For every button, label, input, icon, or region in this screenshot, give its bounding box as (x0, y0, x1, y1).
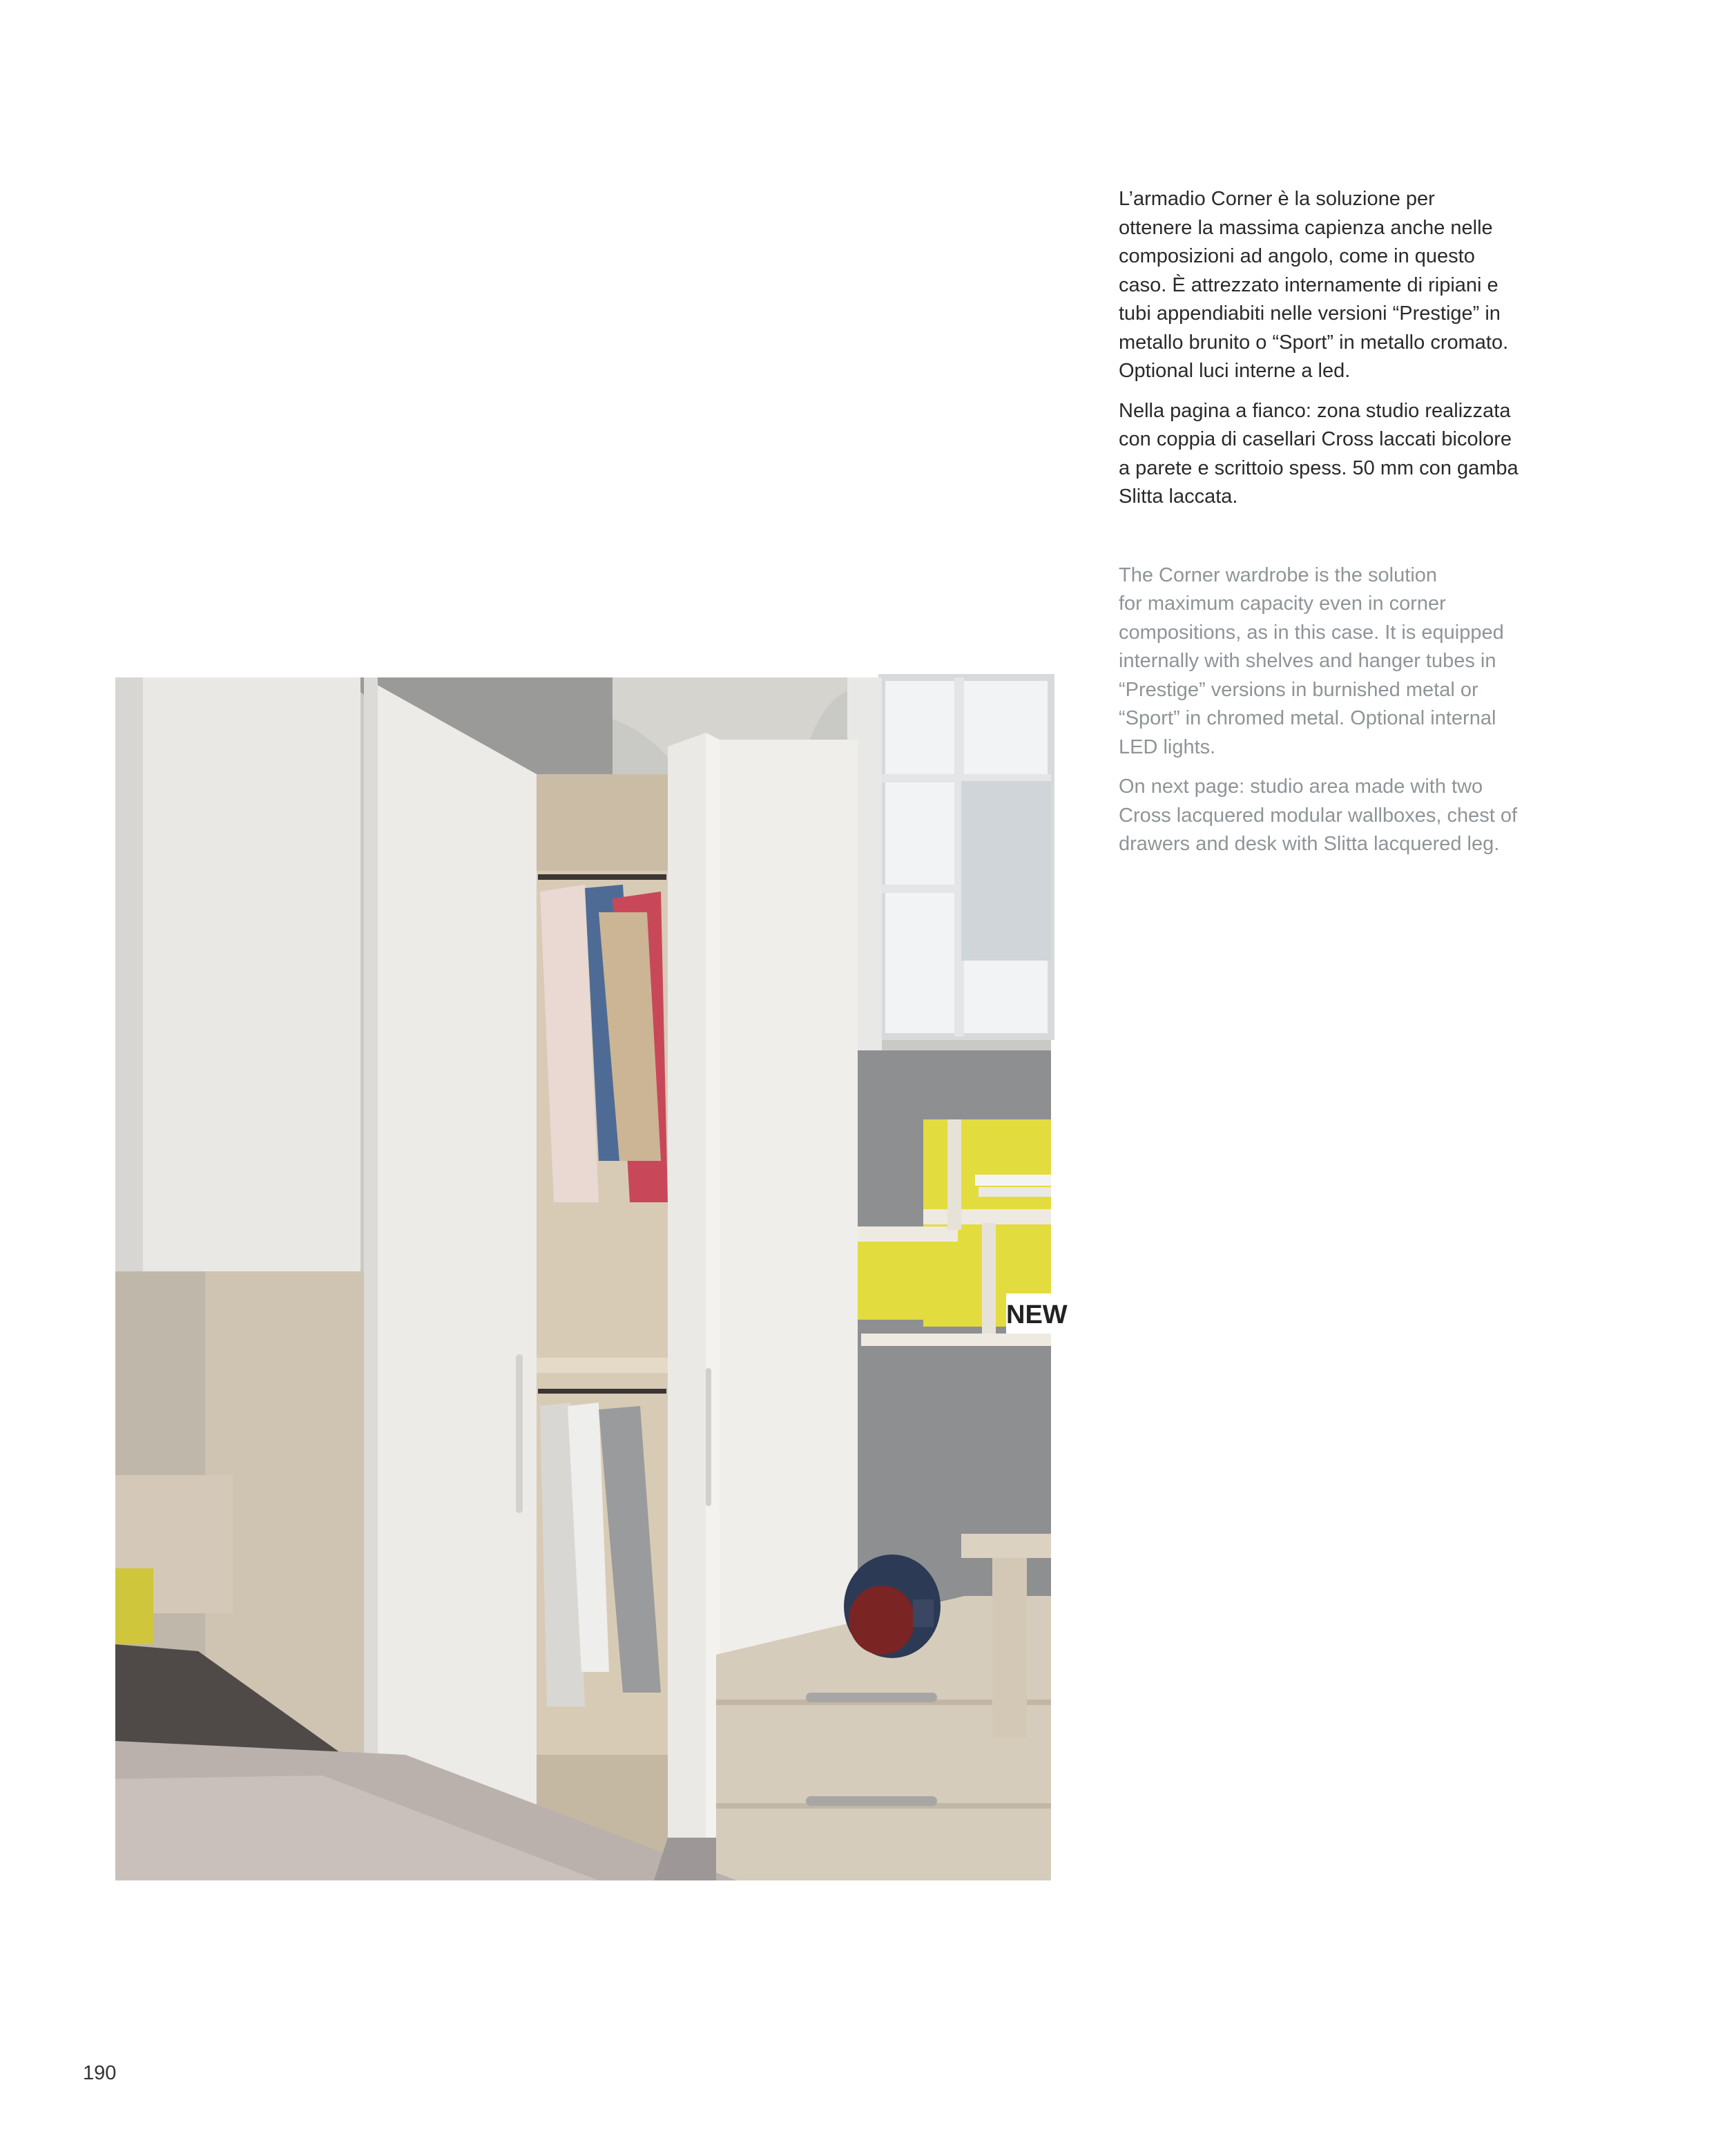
bedroom-wardrobe-photo (115, 677, 1068, 1880)
italian-description: L’armadio Corner è la soluzione per ottenere la massima capienza anche nelle composizioni ad angolo, come in questo caso. È attrezzato internamente di ripiani e tubi appendiabiti nelle versioni “Prestige” in metallo brunito o “Sport” in metallo cromato. Optional luci interne a led. (1119, 188, 1509, 382)
english-caption-next-page: On next page: studio area made with two Cross lacquered modular wallboxes, chest of drawers and desk with Slitta lacquered leg. (1119, 776, 1518, 855)
italian-caption-next-page: Nella pagina a fianco: zona studio realizzata con coppia di casellari Cross laccati bicolore a parete e scrittoio spess. 50 mm con gamba Slitta laccata. (1119, 399, 1519, 508)
shelf-sign-new: NEW (1006, 1300, 1068, 1329)
page-number: 190 (83, 2062, 117, 2084)
text-column (1119, 185, 1574, 859)
english-description: The Corner wardrobe is the solution for maximum capacity even in corner compositions, as in this case. It is equipped internally with shelves and hanger tubes in “Prestige” versions in burnished metal or “Sport” in chromed metal. Optional internal LED lights. (1119, 564, 1504, 758)
